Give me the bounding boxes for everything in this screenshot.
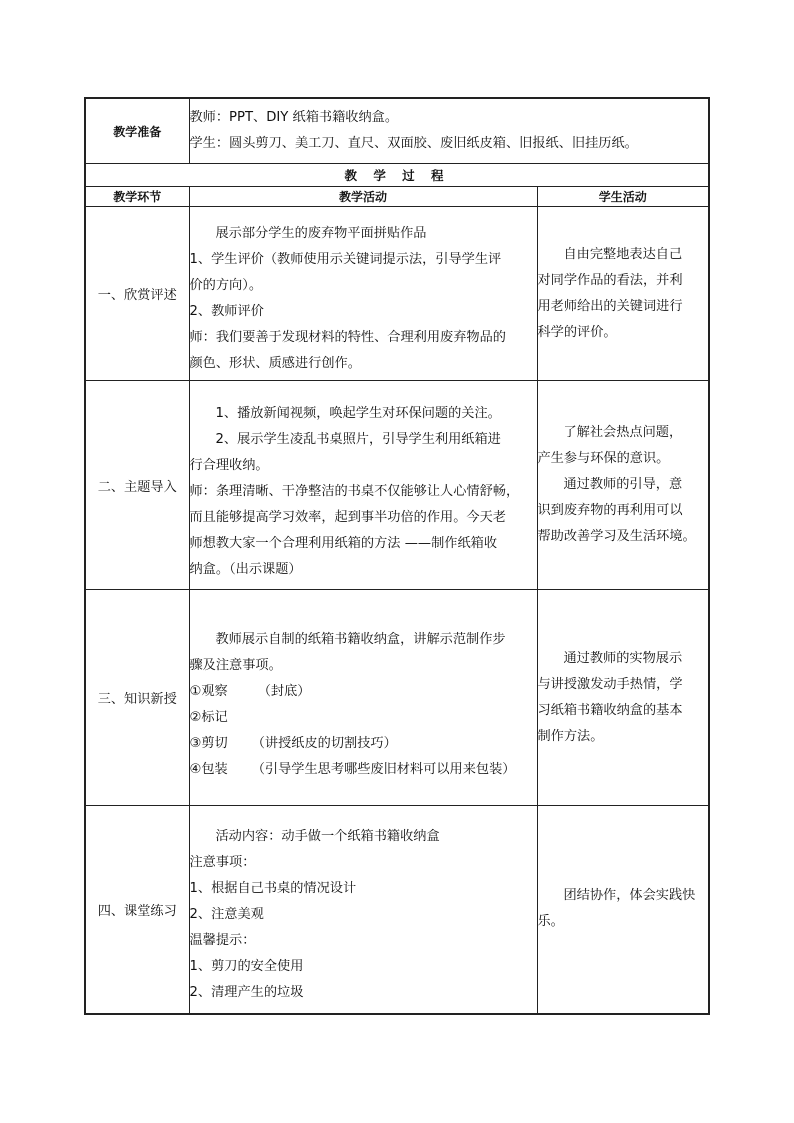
activity-line: 骤及注意事项。	[189, 657, 282, 673]
activity-line: 1、根据自己书桌的情况设计	[189, 881, 357, 897]
student-line: 团结协作，体会实践快	[563, 888, 696, 904]
prep-teacher: 教师：PPT、DIY 纸箱书籍收纳盒。	[189, 110, 399, 125]
activity-line: 注意事项：	[189, 855, 256, 871]
student-line: 科学的评价。	[537, 324, 617, 340]
student-line: 用老师给出的关键词进行	[537, 298, 683, 314]
activity-line: 2、清理产生的垃圾	[189, 985, 304, 1001]
step-name: ④包装	[189, 761, 228, 777]
stage-cell: 四、课堂练习	[85, 806, 189, 1014]
activity-line: 而且能够提高学习效率，起到事半功倍的作用。今天老	[189, 510, 506, 525]
stage-cell: 三、知识新授	[85, 590, 189, 806]
lesson-plan-table	[84, 97, 710, 1015]
activity-line: 2、注意美观	[189, 907, 264, 923]
activity-line: 1、学生评价（教师使用示关键词提示法，引导学生评	[189, 251, 502, 267]
prep-students: 学生：圆头剪刀、美工刀、直尺、双面胶、废旧纸皮箱、旧报纸、旧挂历纸。	[189, 136, 638, 151]
student-line: 乐。	[537, 914, 564, 930]
student-line: 了解社会热点问题，	[563, 425, 683, 440]
step-line	[190, 757, 537, 783]
step-name: ①观察	[189, 683, 228, 699]
step-name: ③剪切	[189, 735, 228, 751]
activity-cell	[189, 806, 537, 1014]
table-row	[85, 207, 709, 381]
student-line: 对同学作品的看法，并利	[537, 272, 683, 288]
prep-content	[189, 98, 709, 164]
student-cell	[537, 806, 709, 1014]
activity-line: 2、展示学生凌乱书桌照片，引导学生利用纸箱进	[215, 432, 501, 447]
stage-cell: 二、主题导入	[85, 381, 189, 590]
activity-line: 1、剪刀的安全使用	[189, 959, 304, 975]
prep-label: 教学准备	[85, 98, 189, 164]
stage-cell: 一、欣赏评述	[85, 207, 189, 381]
activity-line: 教师展示自制的纸箱书籍收纳盒，讲解示范制作步	[215, 631, 506, 647]
process-title: 教 学 过 程	[85, 164, 709, 187]
table-row	[85, 381, 709, 590]
process-title-row	[85, 164, 709, 187]
step-note: （引导学生思考哪些废旧材料可以用来包装）	[251, 761, 516, 777]
activity-line: 温馨提示：	[189, 933, 256, 949]
student-cell	[537, 590, 709, 806]
step-note: （封底）	[257, 683, 311, 699]
activity-line: 师想教大家一个合理利用纸箱的方法 ——制作纸箱收	[189, 536, 498, 551]
activity-line: 颜色、形状、质感进行创作。	[189, 355, 361, 371]
activity-line: 展示部分学生的废弃物平面拼贴作品	[215, 225, 427, 241]
activity-cell	[189, 590, 537, 806]
activity-line: 纳盒。（出示课题）	[189, 562, 302, 577]
activity-line: 师：条理清晰、干净整洁的书桌不仅能够让人心情舒畅，	[189, 484, 520, 499]
table-row	[85, 806, 709, 1014]
activity-line: 1、播放新闻视频，唤起学生对环保问题的关注。	[215, 406, 501, 421]
student-line: 通过教师的实物展示	[563, 650, 683, 666]
step-note: （讲授纸皮的切割技巧）	[251, 735, 397, 751]
student-line: 通过教师的引导，意	[563, 477, 683, 492]
activity-cell	[189, 381, 537, 590]
header-row	[85, 187, 709, 207]
student-line: 识到废弃物的再利用可以	[537, 503, 683, 518]
table-row	[85, 590, 709, 806]
student-line: 产生参与环保的意识。	[537, 451, 670, 466]
activity-line: 2、教师评价	[189, 303, 264, 319]
student-cell	[537, 381, 709, 590]
student-line: 自由完整地表达自己	[563, 246, 683, 262]
step-line	[190, 731, 537, 757]
activity-cell	[189, 207, 537, 381]
header-student: 学生活动	[537, 187, 709, 207]
student-line: 与讲授激发动手热情，学	[537, 676, 683, 692]
step-line	[190, 705, 537, 731]
header-activity: 教学活动	[189, 187, 537, 207]
student-line: 制作方法。	[537, 728, 604, 744]
student-cell	[537, 207, 709, 381]
student-line: 习纸箱书籍收纳盒的基本	[537, 702, 683, 718]
activity-line: 活动内容：动手做一个纸箱书籍收纳盒	[215, 829, 440, 845]
activity-line: 师：我们要善于发现材料的特性、合理利用废弃物品的	[189, 329, 506, 345]
step-name: ②标记	[189, 709, 228, 725]
header-stage: 教学环节	[85, 187, 189, 207]
student-line: 帮助改善学习及生活环境。	[537, 529, 696, 544]
step-line	[190, 679, 537, 705]
activity-line: 价的方向）。	[189, 277, 263, 293]
activity-line: 行合理收纳。	[189, 458, 269, 473]
prep-row	[85, 98, 709, 164]
